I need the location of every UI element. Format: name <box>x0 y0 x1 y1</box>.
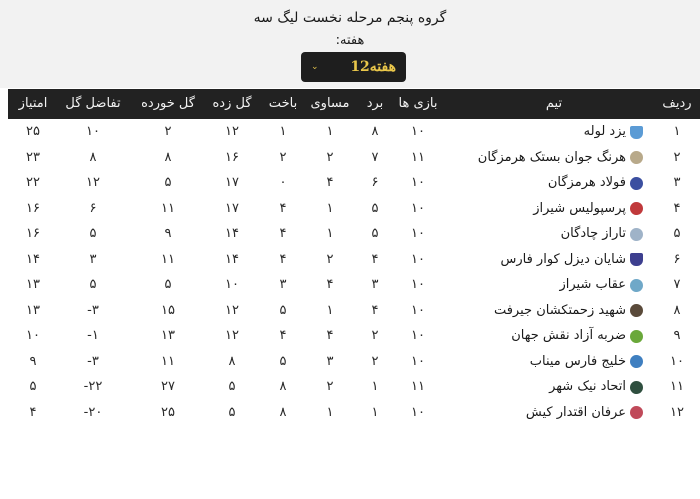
won-cell: ۸ <box>371 124 379 139</box>
col-won: برد <box>366 96 384 111</box>
points-cell: ۱۶ <box>26 226 40 241</box>
team-logo-icon <box>630 253 643 266</box>
drawn-cell: ۴ <box>326 328 334 343</box>
col-team: تیم <box>545 96 563 111</box>
chevron-down-icon: ⌄ <box>311 62 319 72</box>
won-cell: ۵ <box>371 226 379 241</box>
rank-cell: ۸ <box>673 302 681 318</box>
table-row <box>8 400 700 426</box>
won-cell: ۲ <box>371 328 379 343</box>
goals-for-cell: ۱۴ <box>225 251 239 267</box>
rank-cell: ۱۱ <box>670 379 684 394</box>
played-cell: ۱۱ <box>411 149 425 165</box>
points-cell: ۱۳ <box>26 277 40 292</box>
goals-against-cell: ۱۱ <box>161 353 175 369</box>
table-row <box>8 374 700 400</box>
goals-against-cell: ۱۳ <box>161 328 175 343</box>
points-cell: ۹ <box>29 353 37 369</box>
drawn-cell: ۱ <box>326 200 334 216</box>
team-cell <box>549 374 643 400</box>
played-cell: ۱۰ <box>411 404 425 420</box>
points-cell: ۱۶ <box>26 200 40 216</box>
team-name: شهید زحمتکشان جیرفت <box>493 302 626 318</box>
goals-for-cell: ۵ <box>228 404 236 420</box>
lost-cell: ۵ <box>279 302 287 318</box>
rank-cell: ۵ <box>673 226 681 241</box>
team-name: ضربه آزاد نقش جهان <box>511 328 626 343</box>
drawn-cell: ۱ <box>326 404 334 420</box>
points-cell: ۵ <box>29 379 37 394</box>
goals-against-cell: ۲۵ <box>161 404 175 420</box>
table-row <box>8 221 700 247</box>
col-points: امتیاز <box>18 96 48 111</box>
lost-cell: ۰ <box>279 175 287 190</box>
team-name: خلیج فارس میناب <box>529 353 626 369</box>
played-cell: ۱۰ <box>411 175 425 190</box>
rank-cell: ۳ <box>673 175 681 190</box>
goals-for-cell: ۱۰ <box>225 277 239 292</box>
drawn-cell: ۴ <box>326 175 334 190</box>
goals-for-cell: ۱۲ <box>225 328 239 343</box>
team-name: اتحاد نیک شهر <box>549 379 626 394</box>
rank-cell: ۲ <box>673 149 681 165</box>
team-name: شایان دیزل کوار فارس <box>500 251 626 267</box>
lost-cell: ۳ <box>279 277 287 292</box>
team-name: یزد لوله <box>583 124 626 139</box>
goals-for-cell: ۱۷ <box>225 200 239 216</box>
points-cell: ۱۰ <box>26 328 40 343</box>
team-name: عرفان اقتدار کیش <box>525 404 626 420</box>
drawn-cell: ۲ <box>326 251 334 267</box>
rank-cell: ۱ <box>673 124 681 139</box>
lost-cell: ۴ <box>279 251 287 267</box>
table-row <box>8 170 700 196</box>
drawn-cell: ۴ <box>326 277 334 292</box>
won-cell: ۲ <box>371 353 379 369</box>
team-cell <box>561 221 643 247</box>
col-rank: ردیف <box>662 96 692 111</box>
rank-cell: ۶ <box>673 251 681 267</box>
team-logo-icon <box>630 126 643 139</box>
goals-against-cell: ۵ <box>164 277 172 292</box>
goals-for-cell: ۱۴ <box>225 226 239 241</box>
team-cell <box>511 323 643 349</box>
table-row <box>8 196 700 222</box>
won-cell: ۵ <box>371 200 379 216</box>
team-cell <box>526 400 643 426</box>
lost-cell: ۲ <box>279 149 287 165</box>
points-cell: ۲۲ <box>26 175 40 190</box>
team-cell <box>559 272 643 298</box>
goals-against-cell: ۸ <box>164 149 172 165</box>
table-row <box>8 145 700 171</box>
col-drawn: مساوی <box>310 96 350 111</box>
col-goals-against: گل خورده <box>141 96 195 111</box>
goals-against-cell: ۱۵ <box>161 302 175 318</box>
drawn-cell: ۲ <box>326 149 334 165</box>
goals-against-cell: ۲۷ <box>161 379 175 394</box>
goal-difference-cell: ۶ <box>89 200 97 216</box>
team-logo-icon <box>630 381 643 394</box>
team-logo-icon <box>630 151 643 164</box>
table-row <box>8 349 700 375</box>
goals-for-cell: ۱۶ <box>225 149 239 165</box>
lost-cell: ۴ <box>279 200 287 216</box>
goals-for-cell: ۸ <box>228 353 236 369</box>
lost-cell: ۵ <box>279 353 287 369</box>
goals-against-cell: ۲ <box>164 124 172 139</box>
won-cell: ۶ <box>371 175 379 190</box>
played-cell: ۱۰ <box>411 124 425 139</box>
lost-cell: ۸ <box>279 379 287 394</box>
played-cell: ۱۰ <box>411 251 425 267</box>
played-cell: ۱۰ <box>411 328 425 343</box>
drawn-cell: ۳ <box>326 353 334 369</box>
goal-difference-cell: ۳ <box>89 251 97 267</box>
col-played: بازی ها <box>398 96 438 111</box>
played-cell: ۱۰ <box>411 200 425 216</box>
col-goals-for: گل زده <box>212 96 252 111</box>
week-select[interactable] <box>301 52 406 82</box>
week-select-value: هفته12 <box>350 59 396 75</box>
played-cell: ۱۰ <box>411 353 425 369</box>
goals-against-cell: ۵ <box>164 175 172 190</box>
goal-difference-cell: ۳- <box>87 302 99 318</box>
rank-cell: ۱۲ <box>670 404 684 420</box>
goal-difference-cell: ۱- <box>87 328 99 343</box>
points-cell: ۲۳ <box>26 149 40 165</box>
table-row <box>8 119 700 145</box>
table-header <box>8 89 700 119</box>
rank-cell: ۴ <box>673 200 681 216</box>
table-row <box>8 298 700 324</box>
drawn-cell: ۱ <box>326 302 334 318</box>
goal-difference-cell: ۸ <box>89 149 97 165</box>
col-goal-difference: تفاضل گل <box>65 96 121 111</box>
won-cell: ۱ <box>371 379 379 394</box>
goals-for-cell: ۱۲ <box>225 302 239 318</box>
goals-against-cell: ۱۱ <box>161 251 175 267</box>
rank-cell: ۷ <box>673 277 681 292</box>
goals-for-cell: ۵ <box>228 379 236 394</box>
lost-cell: ۱ <box>279 124 287 139</box>
team-logo-icon <box>630 279 643 292</box>
table-row <box>8 247 700 273</box>
team-logo-icon <box>630 406 643 419</box>
team-cell <box>500 247 643 273</box>
team-logo-icon <box>630 355 643 368</box>
goal-difference-cell: ۵ <box>89 277 97 292</box>
drawn-cell: ۱ <box>326 226 334 241</box>
goal-difference-cell: ۲۲- <box>83 379 103 394</box>
table-row <box>8 272 700 298</box>
played-cell: ۱۰ <box>411 226 425 241</box>
col-lost: باخت <box>268 96 298 111</box>
team-cell <box>494 298 643 324</box>
rank-cell: ۱۰ <box>670 353 684 369</box>
played-cell: ۱۰ <box>411 277 425 292</box>
team-name: عقاب شیراز <box>559 277 626 292</box>
team-name: فولاد هرمزگان <box>547 175 626 190</box>
team-name: هرنگ جوان بستک هرمزگان <box>477 149 626 165</box>
won-cell: ۳ <box>371 277 379 292</box>
team-name: پرسپولیس شیراز <box>533 200 626 216</box>
page-title: گروه پنجم مرحله نخست لیگ سه <box>253 10 447 26</box>
team-cell <box>478 145 643 171</box>
team-cell <box>584 119 643 145</box>
goal-difference-cell: ۵ <box>89 226 97 241</box>
points-cell: ۱۴ <box>26 251 40 267</box>
won-cell: ۱ <box>371 404 379 420</box>
played-cell: ۱۰ <box>411 302 425 318</box>
team-name: تاراز چادگان <box>560 226 626 241</box>
won-cell: ۴ <box>371 302 379 318</box>
team-logo-icon <box>630 330 643 343</box>
lost-cell: ۸ <box>279 404 287 420</box>
won-cell: ۴ <box>371 251 379 267</box>
goals-for-cell: ۱۷ <box>225 175 239 190</box>
team-logo-icon <box>630 177 643 190</box>
drawn-cell: ۱ <box>326 124 334 139</box>
drawn-cell: ۲ <box>326 379 334 394</box>
goals-against-cell: ۹ <box>164 226 172 241</box>
team-cell <box>530 349 643 375</box>
points-cell: ۲۵ <box>26 124 40 139</box>
team-cell <box>548 170 643 196</box>
lost-cell: ۴ <box>279 226 287 241</box>
table-row <box>8 323 700 349</box>
team-logo-icon <box>630 304 643 317</box>
goal-difference-cell: ۳- <box>87 353 99 369</box>
lost-cell: ۴ <box>279 328 287 343</box>
team-cell <box>533 196 643 222</box>
team-logo-icon <box>630 228 643 241</box>
points-cell: ۴ <box>29 404 37 420</box>
goal-difference-cell: ۱۰ <box>86 124 100 139</box>
week-label: هفته: <box>335 33 365 48</box>
team-logo-icon <box>630 202 643 215</box>
rank-cell: ۹ <box>673 328 681 343</box>
goals-for-cell: ۱۲ <box>225 124 239 139</box>
goal-difference-cell: ۱۲ <box>86 175 100 190</box>
played-cell: ۱۱ <box>411 379 425 394</box>
points-cell: ۱۳ <box>26 302 40 318</box>
goal-difference-cell: ۲۰- <box>83 404 103 420</box>
won-cell: ۷ <box>371 149 379 165</box>
goals-against-cell: ۱۱ <box>161 200 175 216</box>
